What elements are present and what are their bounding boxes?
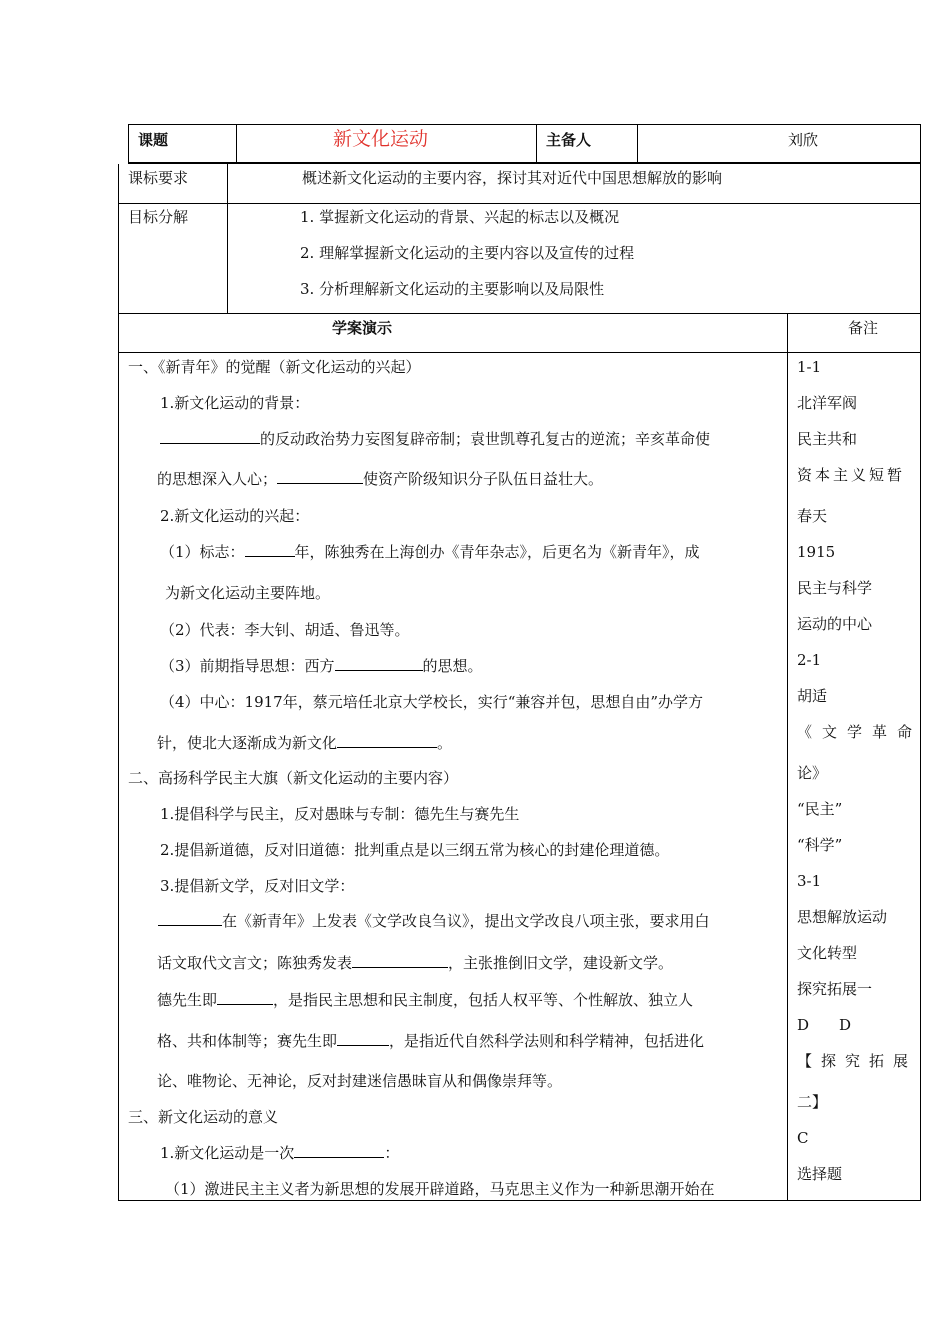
standard-text: 概述新文化运动的主要内容，探讨其对近代中国思想解放的影响: [302, 169, 723, 187]
fill-blank[interactable]: [277, 469, 363, 484]
note-item: 选择题: [797, 1165, 843, 1183]
paragraph-line: （1）标志： 年，陈独秀在上海创办《青年杂志》，后更名为《新青年》，成: [160, 543, 700, 561]
note-item: 思想解放运动: [797, 908, 888, 926]
note-item: 2-1: [797, 651, 822, 669]
paragraph-line: 针，使北大逐渐成为新文化 。: [157, 734, 453, 752]
paragraph-line: （4）中心：1917年，蔡元培任北京大学校长，实行“兼容并包，思想自由”办学方: [160, 693, 704, 711]
border: [236, 124, 237, 164]
fill-blank[interactable]: [337, 1031, 389, 1046]
note-item: 3-1: [797, 872, 822, 890]
border: [118, 203, 921, 204]
fill-blank[interactable]: [158, 911, 222, 926]
paragraph-line: （3）前期指导思想：西方 的思想。: [160, 657, 483, 675]
border: [637, 124, 638, 164]
note-item: 运动的中心: [797, 615, 873, 633]
border: [118, 313, 921, 314]
goal-item: 2. 理解掌握新文化运动的主要内容以及宣传的过程: [300, 244, 635, 262]
fill-blank[interactable]: [337, 733, 437, 748]
paragraph-line: 1.新文化运动是一次 ：: [160, 1144, 400, 1162]
paragraph-line: 德先生即 ，是指民主思想和民主制度，包括人权平等、个性解放、独立人: [157, 991, 694, 1009]
fill-blank[interactable]: [335, 656, 423, 671]
goal-item: 3. 分析理解新文化运动的主要影响以及局限性: [300, 280, 605, 298]
note-item: 资本主义短暂: [797, 466, 906, 484]
note-item: 文化转型: [797, 944, 858, 962]
note-item: 民主共和: [797, 430, 858, 448]
note-item: D D: [797, 1016, 852, 1034]
note-item: 《文学革命: [797, 723, 923, 741]
notes-title: 备注: [848, 319, 879, 337]
border: [118, 1200, 921, 1201]
border: [118, 164, 119, 1201]
paragraph-line: 的思想深入人心； 使资产阶级知识分子队伍日益壮大。: [157, 470, 604, 488]
note-item: 民主与科学: [797, 579, 873, 597]
note-item: “民主”: [797, 800, 843, 818]
item-heading: 1.提倡科学与民主，反对愚昧与专制：德先生与赛先生: [160, 805, 520, 823]
border: [118, 352, 921, 353]
paragraph-line: 格、共和体制等；赛先生即 ，是指近代自然科学法则和科学精神，包括进化: [157, 1032, 705, 1050]
item-heading: 2.提倡新道德，反对旧道德：批判重点是以三纲五常为核心的封建伦理道德。: [160, 841, 670, 859]
note-item: 1915: [797, 543, 836, 561]
section-heading: 一、《新青年》的觉醒（新文化运动的兴起）: [128, 358, 421, 376]
item-heading: 3.提倡新文学，反对旧文学：: [160, 877, 355, 895]
border: [128, 124, 129, 164]
paragraph-line: 在《新青年》上发表《文学改良刍议》，提出文学改良八项主张，要求用白: [158, 911, 710, 931]
border: [128, 124, 921, 125]
fill-blank[interactable]: [217, 990, 273, 1005]
section-heading: 三、新文化运动的意义: [128, 1108, 279, 1126]
fill-blank[interactable]: [160, 429, 260, 444]
standard-label: 课标要求: [128, 169, 189, 187]
paragraph-line: 话文取代文言文；陈独秀发表 ，主张推倒旧文学，建设新文学。: [157, 954, 674, 972]
border: [227, 164, 228, 313]
topic-label: 课题: [138, 131, 169, 149]
item-heading: 2.新文化运动的兴起：: [160, 507, 310, 525]
fill-blank[interactable]: [352, 953, 448, 968]
note-item: 春天: [797, 507, 828, 525]
author-label: 主备人: [546, 131, 592, 149]
goals-label: 目标分解: [128, 208, 189, 226]
border: [787, 313, 788, 1201]
topic-title: 新文化运动: [333, 128, 429, 150]
paragraph-line: （1）激进民主主义者为新思想的发展开辟道路，马克思主义作为一种新思潮开始在: [165, 1180, 715, 1198]
paragraph-line: （2）代表：李大钊、胡适、鲁迅等。: [160, 621, 410, 639]
note-item: 论》: [797, 764, 828, 782]
fill-blank[interactable]: [294, 1143, 384, 1158]
goal-item: 1. 掌握新文化运动的背景、兴起的标志以及概况: [300, 208, 620, 226]
note-item: “科学”: [797, 836, 843, 854]
border: [920, 164, 921, 1201]
note-item: 1-1: [797, 358, 822, 376]
note-item: 胡适: [797, 687, 828, 705]
section-heading: 二、高扬科学民主大旗（新文化运动的主要内容）: [128, 769, 459, 787]
paragraph-line: 的反动政治势力妄图复辟帝制；袁世凯尊孔复古的逆流；辛亥革命使: [160, 429, 710, 449]
note-item: 二】: [797, 1093, 828, 1111]
fill-blank[interactable]: [245, 542, 295, 557]
note-item: 【探究拓展: [797, 1052, 918, 1070]
note-item: 北洋军阀: [797, 394, 858, 412]
paragraph-line: 为新文化运动主要阵地。: [165, 584, 331, 602]
item-heading: 1.新文化运动的背景：: [160, 394, 310, 412]
note-item: 探究拓展一: [797, 980, 873, 998]
paragraph-line: 论、唯物论、无神论，反对封建迷信愚昧盲从和偶像崇拜等。: [157, 1072, 563, 1090]
border: [920, 124, 921, 164]
border: [128, 162, 921, 164]
section-title: 学案演示: [332, 319, 393, 337]
border: [536, 124, 537, 164]
note-item: C: [797, 1129, 809, 1147]
author-name: 刘欣: [788, 131, 819, 149]
